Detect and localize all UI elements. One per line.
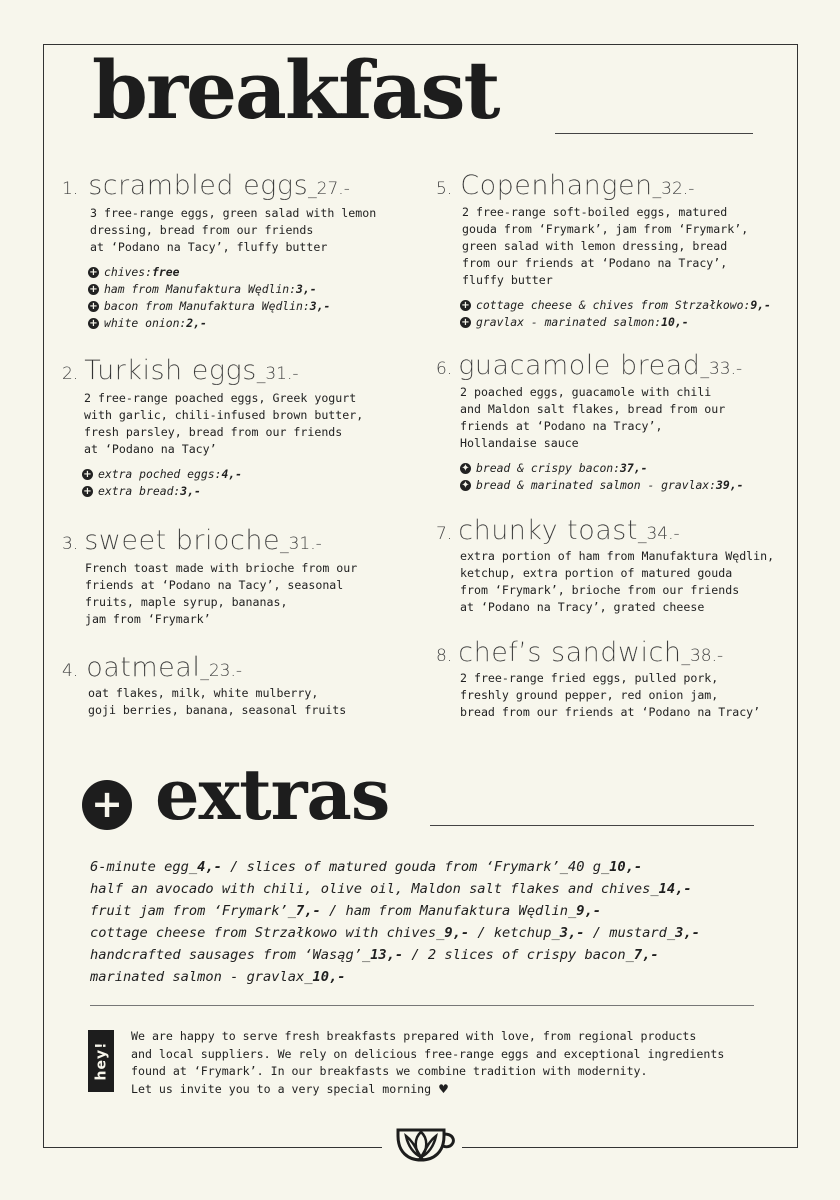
item-description: French toast made with brioche from our friends at ‘Podano na Tacy’, seasonal fruits, maple syrup, bananas, jam from ‘Frymark’ [85,561,358,626]
extras-row [90,856,780,878]
extras-price: 14,- [658,881,692,897]
menu-item-3 [62,525,412,628]
item-number: 1. [62,179,79,199]
plus-circle-icon: + [89,284,98,295]
item-name: chef’s sandwich [458,637,682,668]
option-row: ✦ bread & marinated salmon - gravlax: 39,- [461,478,744,492]
extras-text: handcrafted sausages from ‘Wasąg’_ [90,947,371,963]
item-number: 5. [436,179,453,199]
item-number: 6. [436,359,453,379]
plus-circle-icon: + [89,318,98,329]
item-number: 4. [62,661,79,681]
item-number: 7. [436,524,453,544]
item-name: oatmeal [86,652,201,683]
option-row: ✦ bread & crispy bacon: 37,- [461,461,648,475]
intro-line: We are happy to serve fresh breakfasts prepared with love, from regional products [131,1029,697,1043]
extras-price: 9,- [576,903,601,919]
option-row: + cottage cheese & chives from Strzałkowo: 9,- [461,298,771,312]
extras-text: / ketchup_ [469,925,560,941]
extras-underline [430,825,754,826]
extras-price: 4,- [197,859,222,875]
extras-row [90,900,780,922]
intro-line: found at ‘Frymark’. In our breakfasts we combine tradition with modernity. [131,1064,648,1078]
option-row: + gravlax - marinated salmon: 10,- [461,315,689,329]
extras-row [90,966,780,988]
item-number: 3. [62,534,79,554]
heart-icon: ♥ [438,1081,449,1096]
option-row: + extra poched eggs: 4,- [83,467,243,481]
item-description: 3 free-range eggs, green salad with lemon dressing, bread from our friends at ‘Podano na Tacy’, fluffy butter [90,206,377,254]
extras-price: 7,- [633,947,659,963]
extras-price: 3,- [675,925,700,941]
item-description: 2 free-range soft-boiled eggs, matured gouda from ‘Frymark’, jam from ‘Frymark’, green salad with lemon dressing, bread from our friends at ‘Podano na Tracy’, fluffy butter [462,205,749,287]
item-name: Turkish eggs [84,355,257,386]
item-price: _23.- [200,661,243,681]
cup-logo-icon [390,1120,462,1164]
item-price: _34.- [637,524,680,544]
item-price: _33.- [700,359,743,379]
extras-text: / 2 slices of crispy bacon_ [403,947,634,963]
extras-text: / slices of matured gouda from ‘Frymark’_40 g_ [221,859,610,875]
extras-title: extras [155,753,390,836]
menu-item-5 [436,170,796,331]
item-price: _38.- [681,646,724,666]
item-price: _31.- [256,364,299,384]
extras-row [90,944,780,966]
extras-text: 6-minute egg_ [90,859,198,875]
item-number: 2. [62,364,79,384]
plus-circle-icon: + [461,300,470,311]
item-name: guacamole bread [458,350,701,381]
plus-circle-icon: + [461,317,470,328]
extras-price: 13,- [370,947,404,963]
star-circle-icon: ✦ [461,480,470,491]
extras-list [90,856,780,988]
page-title: breakfast [92,43,499,137]
extras-price: 10,- [609,859,643,875]
item-price: _32.- [652,179,695,199]
item-price: _27.- [308,179,350,199]
menu-item-1 [62,170,412,332]
item-price: _31.- [280,534,322,554]
item-name: Copenhangen [460,170,653,201]
plus-circle-icon: + [83,486,92,497]
extras-row [90,922,780,944]
item-description: 2 free-range poached eggs, Greek yogurt with garlic, chili-infused brown butter, fresh parsley, bread from our friends at ‘Podano na Tacy’ [84,391,364,456]
menu-item-8 [436,637,796,721]
extras-text: cottage cheese from Strzałkowo with chives_ [90,925,445,941]
item-number: 8. [436,646,453,666]
intro-line: and local suppliers. We rely on delicious free-range eggs and exceptional ingredients [131,1046,725,1061]
intro-line: Let us invite you to a very special morning ♥ [131,1081,449,1096]
title-underline [555,133,753,134]
divider [90,1005,754,1006]
extras-text: / ham from Manufaktura Wędlin_ [320,903,577,919]
extras-text: / mustard_ [584,925,676,941]
option-row: + ham from Manufaktura Wędlin: 3,- [89,282,317,296]
extras-price: 9,- [444,925,470,941]
menu-item-4 [62,652,412,719]
hey-badge: hey! [88,1030,114,1092]
plus-circle-icon: + [83,469,92,480]
plus-circle-icon: + [89,301,98,312]
plus-circle-icon: + [89,267,98,278]
option-row: + extra bread: 3,- [83,484,201,498]
item-name: scrambled eggs [88,170,309,201]
item-description: 2 free-range fried eggs, pulled pork, freshly ground pepper, red onion jam, bread from our friends at ‘Podano na Tracy’ [460,671,761,719]
intro-text [131,1028,781,1098]
item-description: oat flakes, milk, white mulberry, goji berries, banana, seasonal fruits [88,686,347,717]
item-name: sweet brioche [84,525,281,556]
option-row: + chives: free [89,265,180,279]
extras-text: half an avocado with chili, olive oil, Maldon salt flakes and chives_ [90,881,659,897]
extras-price: 10,- [312,969,346,985]
menu-item-6 [436,350,796,494]
item-description: 2 poached eggs, guacamole with chili and Maldon salt flakes, bread from our friends at ‘Podano na Tracy’, Hollandaise sauce [460,385,726,450]
item-name: chunky toast [458,515,638,546]
extras-price: 3,- [559,925,585,941]
item-description: extra portion of ham from Manufaktura Wędlin, ketchup, extra portion of matured gouda from ‘Frymark’, brioche from our friends at ‘Podano na Tracy’, grated cheese [460,549,775,614]
extras-price: 7,- [296,903,321,919]
option-row: + white onion: 2,- [89,316,207,330]
menu-item-2 [62,355,412,500]
option-row: + bacon from Manufaktura Wędlin: 3,- [89,299,331,313]
star-circle-icon: ✦ [461,463,470,474]
extras-row [90,878,780,900]
extras-text: fruit jam from ‘Frymark’_ [90,903,297,919]
plus-icon: + [82,780,132,830]
menu-item-7 [436,515,796,616]
extras-text: marinated salmon - gravlax_ [90,969,313,985]
